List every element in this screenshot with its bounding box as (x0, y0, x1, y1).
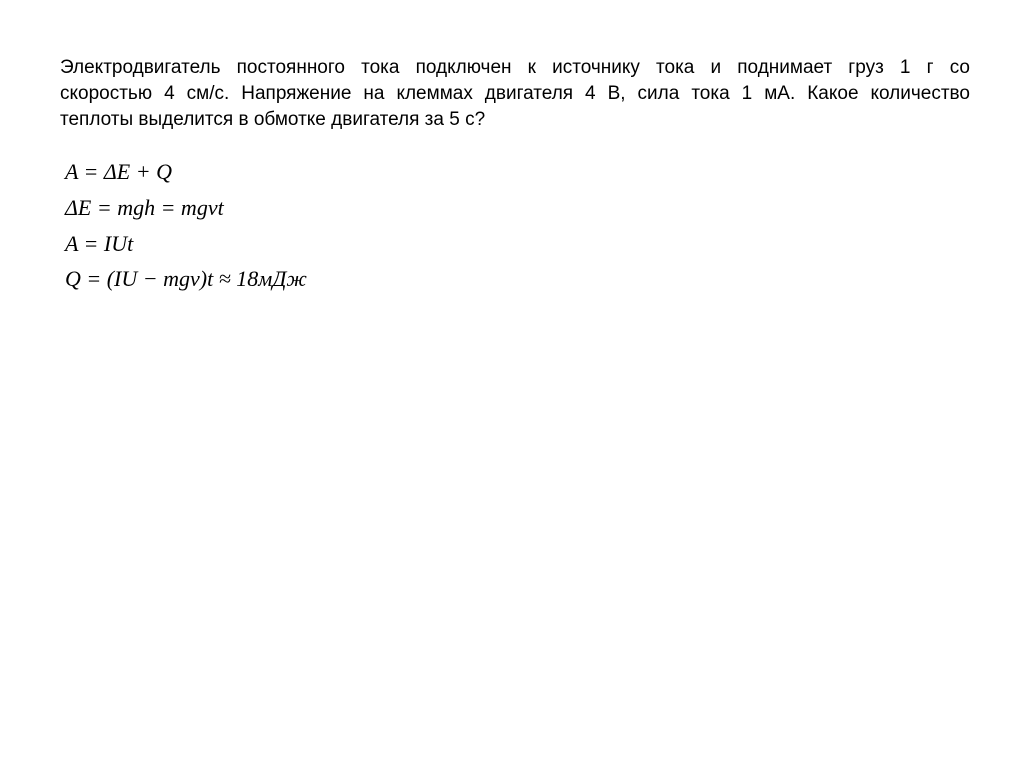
problem-line-3: теплоты выделится в обмотке двигателя за 5 с? (60, 109, 486, 130)
problem-line-2: скоростью 4 см/с. Напряжение на клеммах двигателя 4 В, сила тока 1 мА. Какое количество (60, 83, 970, 104)
equation-heat-result: Q = (IU − mgv)t ≈ 18мДж (65, 266, 307, 291)
equation-work-energy: A = ΔE + Q (65, 159, 172, 184)
problem-statement (60, 55, 970, 133)
equation-electric-work: A = IUt (65, 231, 134, 256)
problem-line-1: Электродвигатель постоянного тока подключен к источнику тока и поднимает груз 1 г со (60, 57, 970, 78)
equation-energy-change: ΔE = mgh = mgvt (65, 195, 224, 220)
